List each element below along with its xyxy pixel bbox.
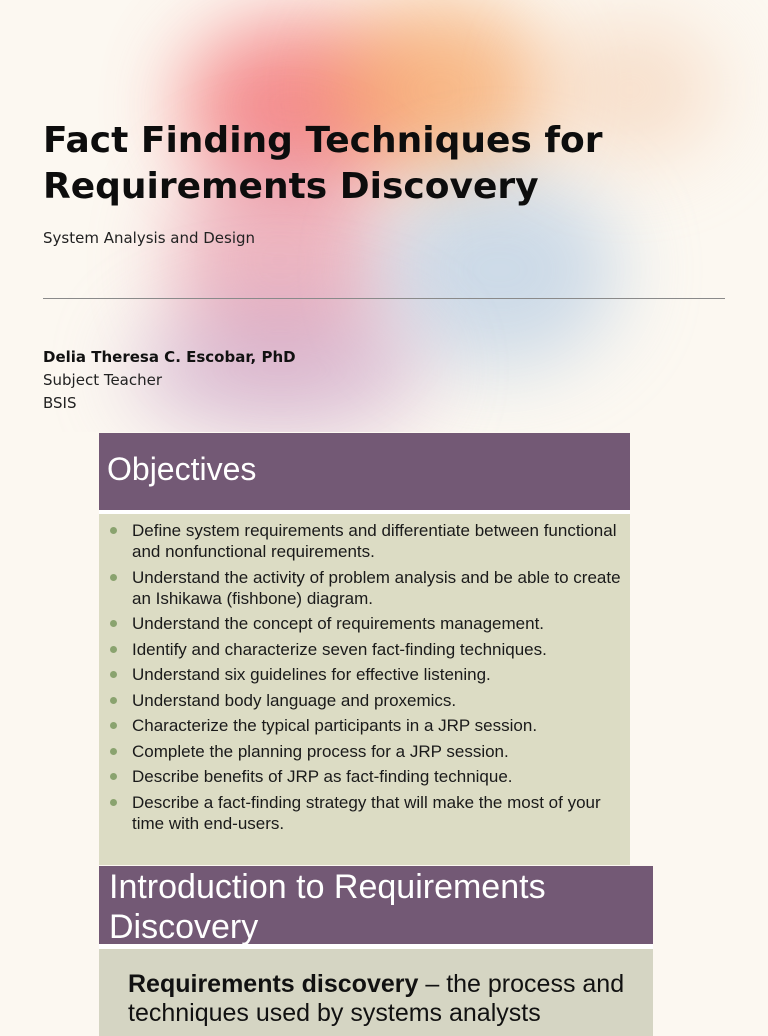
slide-header [99, 433, 630, 510]
intro-slide [99, 866, 653, 1036]
list-item-text: Understand the concept of requirements management. [132, 614, 545, 633]
objectives-list [99, 514, 630, 834]
list-item [99, 792, 630, 834]
bullet-icon [110, 799, 117, 806]
list-item-text: Describe benefits of JRP as fact-finding technique. [132, 767, 513, 786]
list-item [99, 567, 630, 609]
slide-header [99, 866, 653, 944]
list-item-text: Identify and characterize seven fact-finding techniques. [132, 639, 547, 659]
slide-body-text [128, 970, 648, 1028]
list-item [99, 613, 630, 634]
list-item [99, 639, 630, 660]
list-item-text: Describe a fact-finding strategy that will make the most of your time with end-users. [132, 792, 601, 833]
bullet-icon [110, 574, 117, 581]
bullet-icon [110, 671, 117, 678]
list-item [99, 741, 630, 762]
bullet-icon [110, 697, 117, 704]
bullet-icon [110, 773, 117, 780]
bullet-icon [110, 527, 117, 534]
author-name: Delia Theresa C. Escobar, PhD [43, 348, 296, 366]
list-item-text: Characterize the typical participants in a JRP session. [132, 716, 538, 735]
bullet-icon [110, 646, 117, 653]
list-item [99, 520, 630, 562]
list-item-text: Understand body language and proxemics. [132, 690, 457, 710]
author-role: Subject Teacher [43, 371, 163, 389]
definition-text: – the process and techniques used by systems analysts [128, 970, 625, 1027]
list-item [99, 766, 630, 787]
author-department: BSIS [43, 394, 77, 412]
document-title: Fact Finding Techniques for Requirements Discovery [43, 120, 603, 207]
list-item-text: Define system requirements and differentiate between functional and nonfunctional requirements. [132, 521, 617, 561]
slide-heading: Introduction to Requirements Discovery [109, 868, 546, 946]
objectives-slide [99, 433, 630, 865]
slide-heading: Objectives [107, 451, 257, 487]
divider [43, 298, 725, 299]
bullet-icon [110, 620, 117, 627]
list-item [99, 664, 630, 685]
list-item [99, 715, 630, 736]
list-item-text: Understand six guidelines for effective listening. [132, 665, 491, 684]
bullet-icon [110, 748, 117, 755]
list-item [99, 690, 630, 711]
document-subtitle: System Analysis and Design [43, 229, 256, 247]
cover-slide [0, 0, 768, 432]
bullet-icon [110, 722, 117, 729]
definition-term: Requirements discovery [128, 970, 419, 998]
list-item-text: Complete the planning process for a JRP session. [132, 741, 509, 761]
list-item-text: Understand the activity of problem analysis and be able to create an Ishikawa (fishbone) diagram. [132, 567, 621, 608]
